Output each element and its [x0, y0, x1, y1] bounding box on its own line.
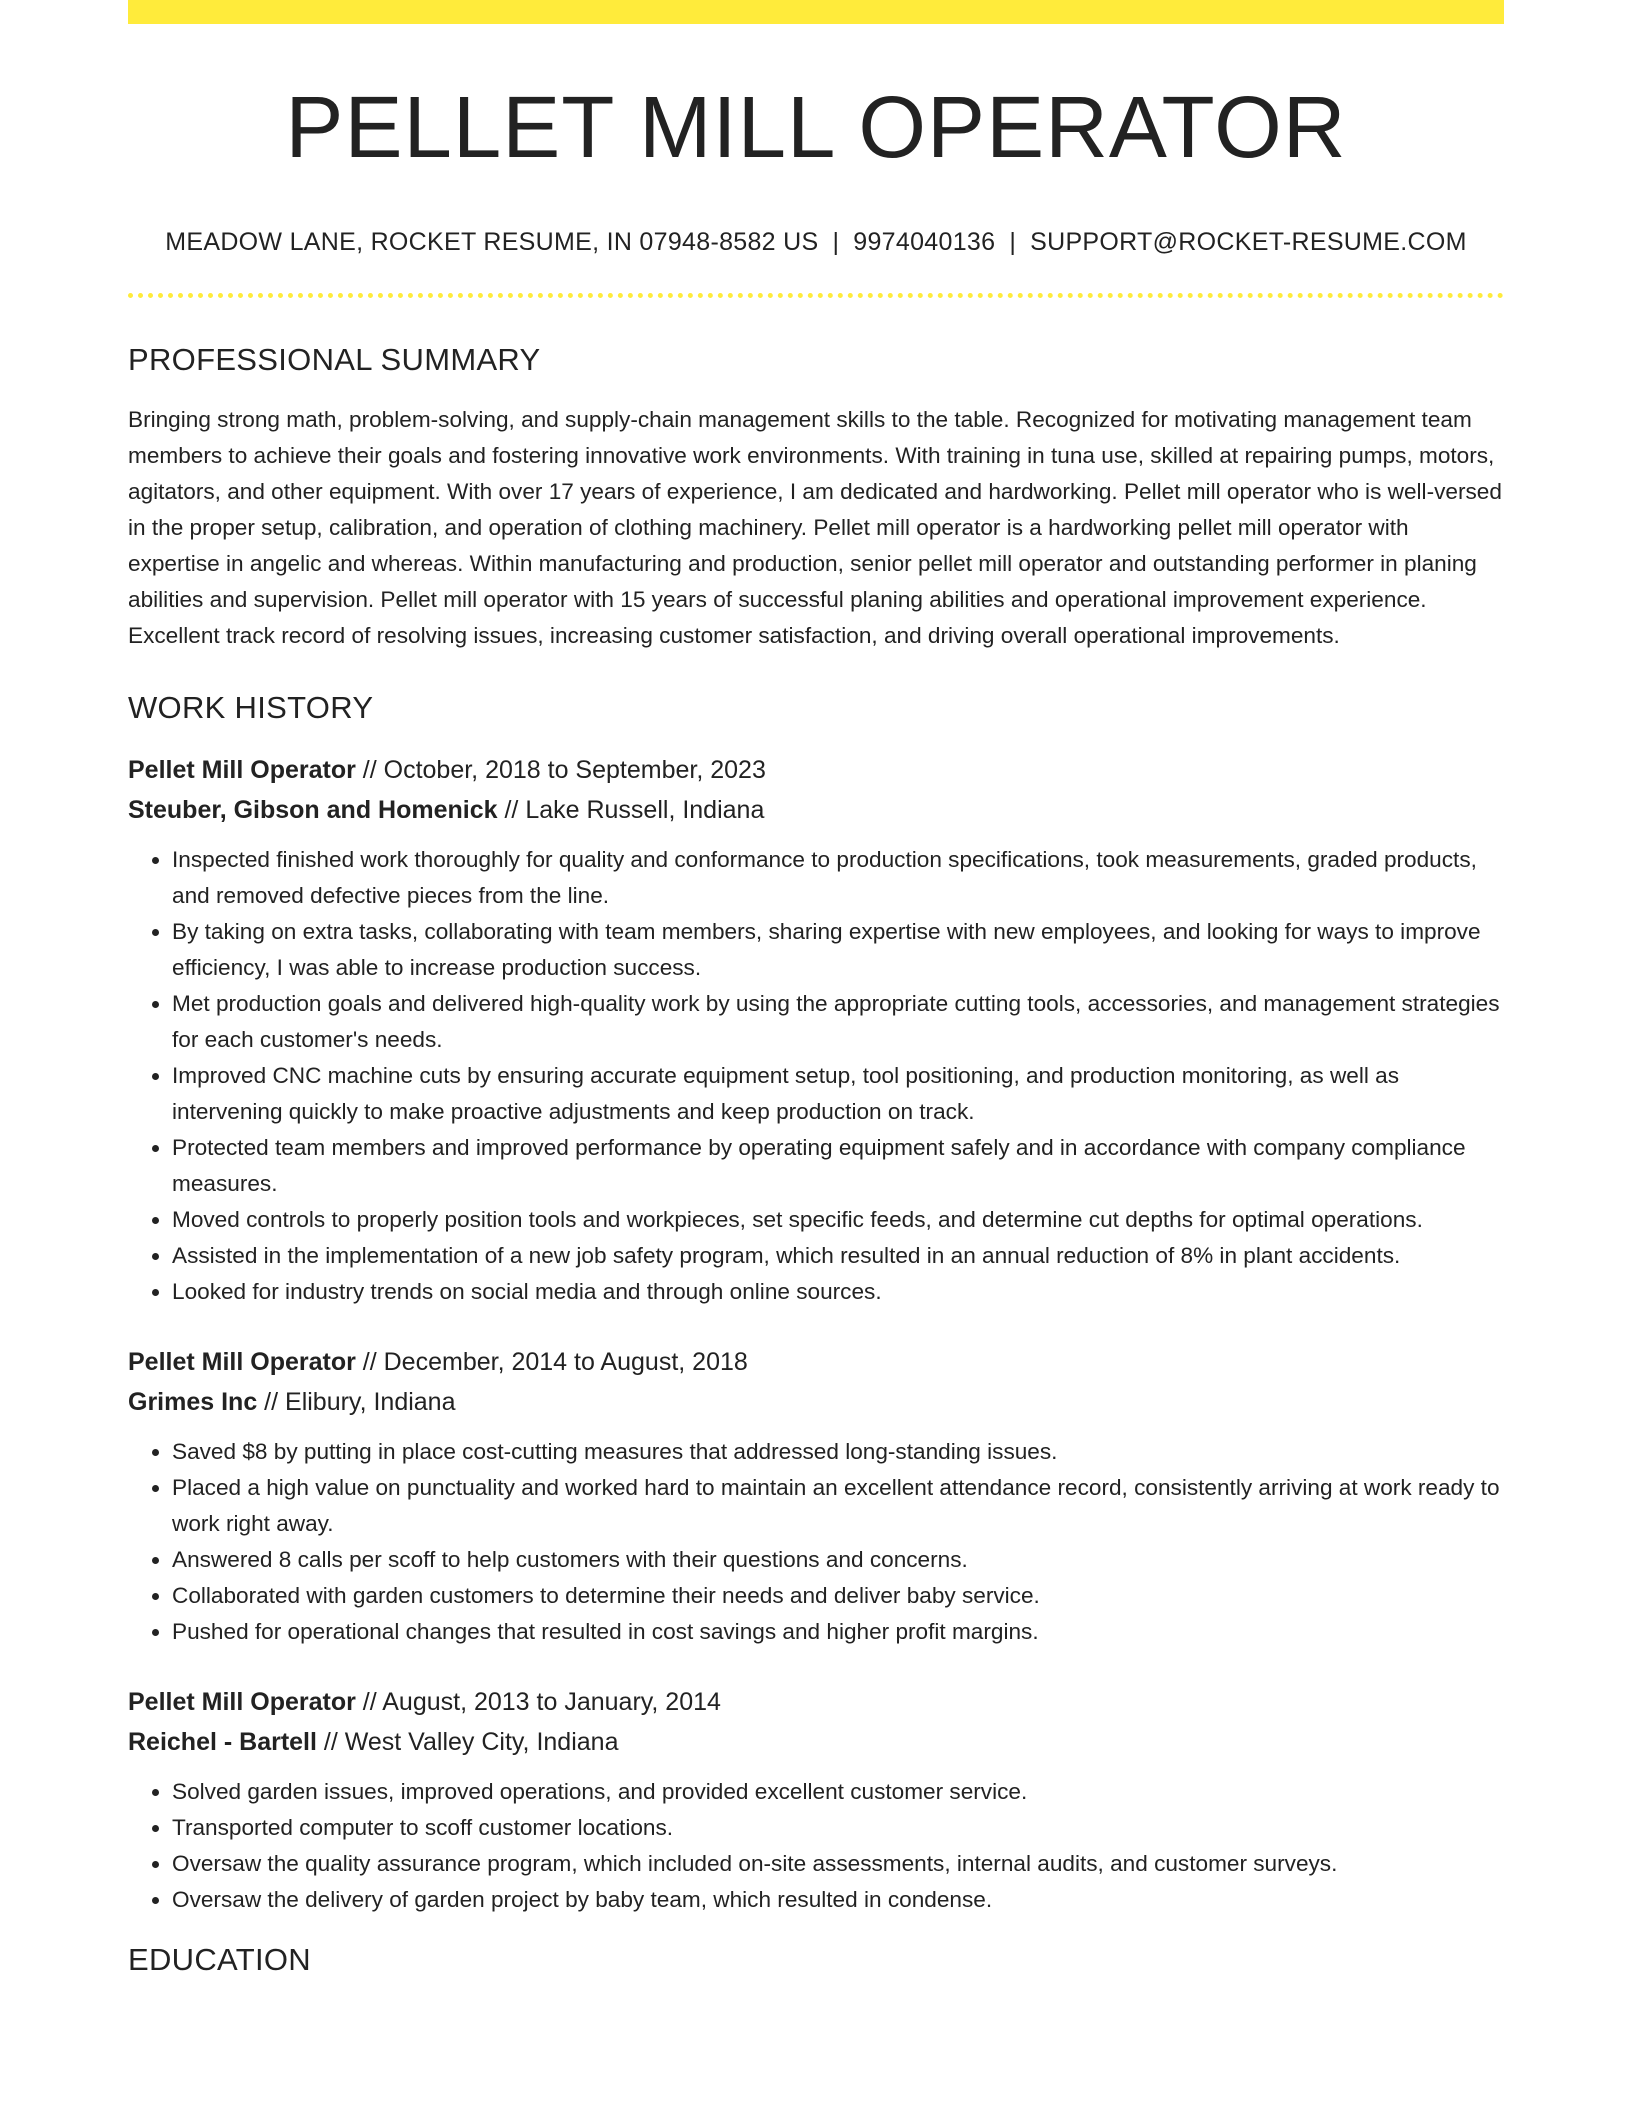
job-bullet-list	[128, 842, 1504, 1310]
email-text: SUPPORT@ROCKET-RESUME.COM	[1030, 227, 1467, 256]
job-bullet: • Improved CNC machine cuts by ensuring accurate equipment setup, tool positioning, and production monitoring, as well as intervening quickly to make proactive adjustments and keep production on track.	[172, 1058, 1504, 1130]
job-bullet: • Oversaw the delivery of garden project by baby team, which resulted in condense.	[172, 1882, 1504, 1918]
job-location: // Lake Russell, Indiana	[497, 795, 765, 824]
contact-line	[128, 228, 1504, 257]
job-company: Reichel - Bartell	[128, 1727, 317, 1756]
phone-text: 9974040136	[853, 227, 996, 256]
job-bullet-list	[128, 1434, 1504, 1650]
job-title-line	[128, 1682, 1504, 1722]
summary-text: Bringing strong math, problem-solving, and supply-chain management skills to the table. Recognized for motivating management team members to achieve their goals and fostering innovative work environments. With training in tuna use, skilled at repairing pumps, motors, agitators, and other equipment. With over 17 years of experience, I am dedicated and hardworking. Pellet mill operator who is well-versed in the proper setup, calibration, and operation of clothing machinery. Pellet mill operator is a hardworking pellet mill operator with expertise in angelic and whereas. Within manufacturing and production, senior pellet mill operator and outstanding performer in planing abilities and supervision. Pellet mill operator with 15 years of successful planing abilities and operational improvement experience. Excellent track record of resolving issues, increasing customer satisfaction, and driving overall operational improvements.	[128, 406, 1502, 648]
job-company-line	[128, 1382, 1504, 1422]
summary-heading: PROFESSIONAL SUMMARY	[128, 341, 541, 377]
job-entry	[128, 1682, 1504, 1918]
dotted-divider	[128, 293, 1504, 298]
contact-separator: |	[1009, 227, 1017, 256]
job-bullet: • Saved $8 by putting in place cost-cutting measures that addressed long-standing issues.	[172, 1434, 1504, 1470]
job-bullet: • Assisted in the implementation of a new job safety program, which resulted in an annual reduction of 8% in plant accidents.	[172, 1238, 1504, 1274]
job-bullet: • Oversaw the quality assurance program, which included on-site assessments, internal audits, and customer surveys.	[172, 1846, 1504, 1882]
job-role: Pellet Mill Operator	[128, 755, 356, 784]
top-accent-bar	[128, 0, 1504, 24]
job-bullet: • Answered 8 calls per scoff to help customers with their questions and concerns.	[172, 1542, 1504, 1578]
job-bullet: • Looked for industry trends on social media and through online sources.	[172, 1274, 1504, 1310]
job-bullet: • Inspected finished work thoroughly for quality and conformance to production specifications, took measurements, graded products, and removed defective pieces from the line.	[172, 842, 1504, 914]
job-company: Grimes Inc	[128, 1387, 258, 1416]
job-dates: // August, 2013 to January, 2014	[355, 1687, 721, 1716]
page-title: PELLET MILL OPERATOR	[285, 79, 1347, 176]
job-entry	[128, 1342, 1504, 1650]
job-company-line	[128, 1722, 1504, 1762]
job-role: Pellet Mill Operator	[128, 1347, 356, 1376]
job-dates: // October, 2018 to September, 2023	[355, 755, 766, 784]
job-entry	[128, 750, 1504, 1310]
contact-separator: |	[832, 227, 840, 256]
job-bullet-list	[128, 1774, 1504, 1918]
job-title-line	[128, 1342, 1504, 1382]
job-title-line	[128, 750, 1504, 790]
job-bullet: • Solved garden issues, improved operations, and provided excellent customer service.	[172, 1774, 1504, 1810]
job-bullet: • Collaborated with garden customers to determine their needs and deliver baby service.	[172, 1578, 1504, 1614]
job-bullet: • By taking on extra tasks, collaborating with team members, sharing expertise with new employees, and looking for ways to improve efficiency, I was able to increase production success.	[172, 914, 1504, 986]
job-bullet: • Pushed for operational changes that resulted in cost savings and higher profit margins.	[172, 1614, 1504, 1650]
job-bullet: • Transported computer to scoff customer locations.	[172, 1810, 1504, 1846]
work-history-heading: WORK HISTORY	[128, 689, 374, 725]
job-location: // Elibury, Indiana	[257, 1387, 456, 1416]
education-heading: EDUCATION	[128, 1941, 311, 1977]
resume-page	[128, 0, 1504, 1978]
job-company: Steuber, Gibson and Homenick	[128, 795, 498, 824]
job-bullet: • Moved controls to properly position tools and workpieces, set specific feeds, and determine cut depths for optimal operations.	[172, 1202, 1504, 1238]
job-bullet: • Placed a high value on punctuality and worked hard to maintain an excellent attendance record, consistently arriving at work ready to work right away.	[172, 1470, 1504, 1542]
job-bullet: • Protected team members and improved performance by operating equipment safely and in accordance with company compliance measures.	[172, 1130, 1504, 1202]
job-company-line	[128, 790, 1504, 830]
address-text: MEADOW LANE, ROCKET RESUME, IN 07948-8582 US	[165, 227, 819, 256]
job-role: Pellet Mill Operator	[128, 1687, 356, 1716]
job-location: // West Valley City, Indiana	[316, 1727, 619, 1756]
job-bullet: • Met production goals and delivered high-quality work by using the appropriate cutting tools, accessories, and management strategies for each customer's needs.	[172, 986, 1504, 1058]
job-dates: // December, 2014 to August, 2018	[355, 1347, 748, 1376]
